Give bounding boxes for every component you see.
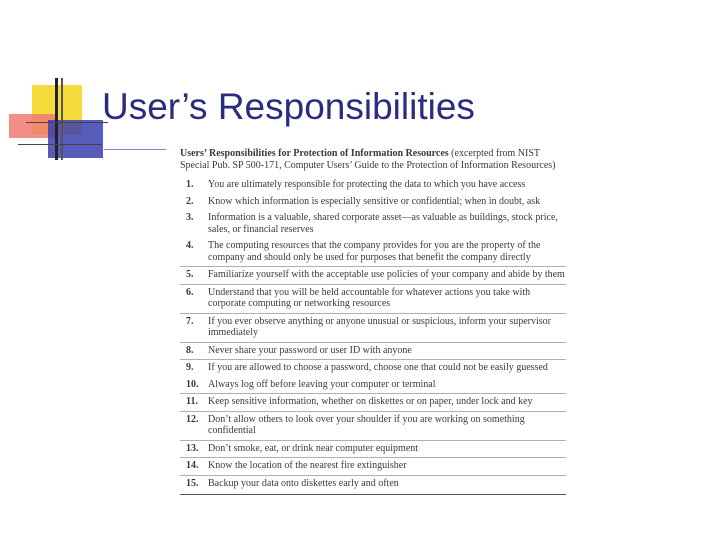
list-item — [180, 177, 566, 194]
item-text: Understand that you will be held accountable for whatever actions you take with corporate computing or networking resources — [208, 286, 531, 309]
item-number: 9. — [186, 362, 194, 373]
item-text: Familiarize yourself with the acceptable use policies of your company and abide by them — [208, 269, 565, 280]
list-item — [180, 475, 566, 493]
item-text: Don’t smoke, eat, or drink near computer equipment — [208, 442, 419, 454]
list-item — [180, 377, 566, 394]
item-number: 11. — [186, 396, 198, 407]
list-item — [180, 393, 566, 411]
item-text: Don’t allow others to look over your shoulder if you are working on something confidential — [208, 413, 525, 436]
list-item — [180, 411, 566, 440]
item-number: 1. — [186, 179, 194, 190]
item-text: Information is a valuable, shared corporate asset—as valuable as buildings, stock price, sales, or financial reserves — [208, 212, 558, 235]
list-item — [180, 238, 566, 266]
excerpt-header — [180, 146, 566, 177]
excerpt-header-title: Users’ Responsibilities for Protection of Information Resources — [180, 148, 449, 159]
item-text: If you ever observe anything or anyone unusual or suspicious, inform your supervisor immediately — [208, 315, 551, 338]
item-number: 15. — [186, 477, 199, 489]
excerpt-table — [180, 146, 566, 495]
list-item — [180, 266, 566, 284]
item-text: Know the location of the nearest fire extinguisher — [208, 460, 407, 471]
item-number: 3. — [186, 212, 194, 223]
item-number: 13. — [186, 442, 199, 454]
bottom-rule — [180, 494, 566, 495]
item-text: Always log off before leaving your computer or terminal — [208, 378, 436, 390]
item-number: 10. — [186, 378, 199, 390]
item-number: 8. — [186, 344, 194, 356]
page-title: User’s Responsibilities — [102, 86, 475, 127]
list-item — [180, 359, 566, 377]
item-text: Keep sensitive information, whether on diskettes or on paper, under lock and key — [208, 396, 533, 407]
list-item — [180, 457, 566, 475]
item-number: 2. — [186, 195, 194, 207]
list-item — [180, 194, 566, 211]
item-text: Know which information is especially sensitive or confidential; when in doubt, ask — [208, 195, 541, 207]
item-number: 7. — [186, 315, 194, 327]
item-number: 5. — [186, 269, 194, 280]
decor-vertical-line — [61, 78, 63, 160]
item-number: 6. — [186, 286, 194, 298]
item-text: If you are allowed to choose a password, choose one that could not be easily guessed — [208, 362, 548, 373]
list-item — [180, 440, 566, 458]
item-text: You are ultimately responsible for protecting the data to which you have access — [208, 179, 526, 190]
item-number: 12. — [186, 413, 199, 425]
list-item — [180, 210, 566, 238]
list-item — [180, 342, 566, 360]
item-number: 14. — [186, 460, 199, 471]
item-text: Backup your data onto diskettes early and often — [208, 477, 399, 489]
item-number: 4. — [186, 240, 194, 251]
list-item — [180, 284, 566, 313]
responsibility-list — [180, 177, 566, 492]
decor-horizontal-line — [26, 122, 108, 123]
excerpt-header-source: (excerpted from NIST Special Pub. SP 500-171, Computer Users’ Guide to the Protection of Information Resources) — [180, 148, 556, 171]
decor-vertical-line — [55, 78, 58, 160]
item-text: The computing resources that the company provides for you are the property of the company and should only be used for purposes that benefit the company directly — [208, 240, 541, 263]
decor-horizontal-line — [18, 144, 102, 145]
item-text: Never share your password or user ID with anyone — [208, 344, 412, 356]
list-item — [180, 313, 566, 342]
title-underline — [104, 149, 166, 150]
